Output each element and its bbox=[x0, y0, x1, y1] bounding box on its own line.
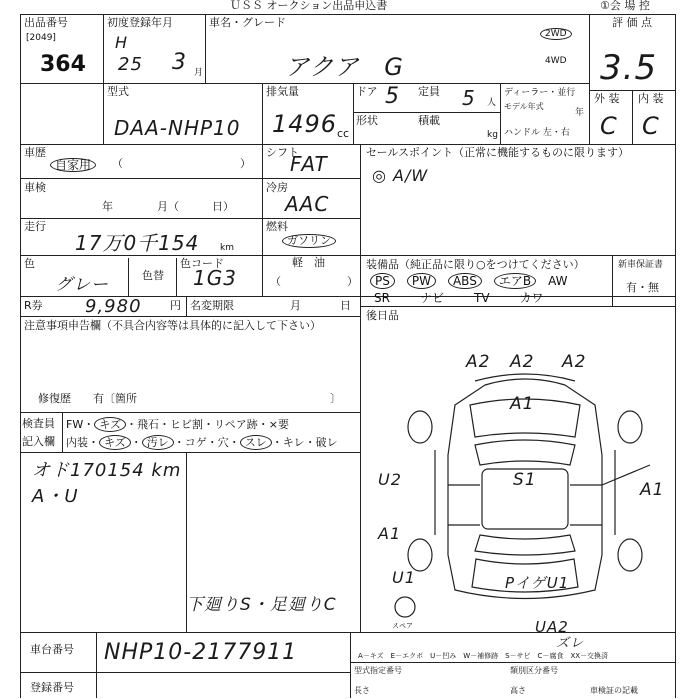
person-unit: 人 bbox=[487, 98, 497, 108]
sales-point-value: ◎ A/W bbox=[372, 166, 429, 185]
mark-rear-bumper-2: ズレ bbox=[556, 636, 585, 651]
row2-item: コゲ bbox=[184, 436, 207, 449]
inspector-label: 検査員 bbox=[22, 417, 55, 430]
mark-top-3: A2 bbox=[562, 352, 587, 372]
reg-month: 3 bbox=[172, 50, 187, 75]
equip-ps: PS bbox=[370, 273, 395, 289]
col-line-360 bbox=[360, 144, 361, 632]
footer-5: 車検証の記載 bbox=[590, 686, 638, 695]
col-line-103 bbox=[103, 14, 104, 144]
mileage-label: 走行 bbox=[24, 220, 46, 233]
doors-label: ドア bbox=[356, 85, 378, 98]
row1-item: ヒビ割 bbox=[170, 418, 203, 431]
color-divider2 bbox=[176, 258, 177, 296]
mark-rear-cabin: PイゲU1 bbox=[505, 574, 570, 592]
warranty-label: 新車保証書 bbox=[618, 260, 664, 270]
interior-label: 内 装 bbox=[638, 92, 664, 105]
equipment-row2 bbox=[374, 289, 544, 306]
row2-item: 穴 bbox=[217, 436, 229, 449]
equipment-row1 bbox=[370, 272, 567, 289]
color-code-label: 色コード bbox=[180, 257, 224, 270]
col-line-500 bbox=[500, 83, 501, 145]
row-line-178 bbox=[20, 178, 360, 179]
wheel-fr bbox=[618, 411, 642, 443]
mark-left-rear: U1 bbox=[392, 568, 416, 587]
row1-item: ×要 bbox=[268, 418, 289, 431]
border-right bbox=[675, 14, 676, 698]
equip-tv: TV bbox=[473, 291, 490, 305]
equip-pw: PW bbox=[407, 273, 436, 289]
front-bumper bbox=[475, 374, 575, 381]
shift-label: シフト bbox=[266, 146, 299, 159]
venue-label: ①会 場 控 bbox=[600, 0, 650, 12]
spare-wheel bbox=[395, 597, 415, 617]
row2-item: 内装 bbox=[66, 436, 88, 449]
mark-hood: A1 bbox=[510, 394, 535, 414]
equip-aw: AW bbox=[548, 274, 568, 288]
reg-year: 25 bbox=[118, 54, 143, 75]
row1-item: リペア跡 bbox=[214, 418, 258, 431]
model-code: DAA-NHP10 bbox=[114, 116, 241, 140]
row-line-672 bbox=[20, 672, 350, 673]
usage-paren-left: （ bbox=[112, 157, 123, 170]
lot-no-label: 出品番号 bbox=[24, 16, 68, 29]
kg-unit: kg bbox=[487, 130, 498, 140]
chassis-value: NHP10-2177911 bbox=[104, 640, 298, 665]
mileage-value: 17万0千154 bbox=[75, 231, 200, 255]
row2-item: 汚レ bbox=[142, 435, 174, 450]
exterior-grade: C bbox=[600, 112, 618, 140]
rear-glass bbox=[475, 535, 575, 555]
row-line-306 bbox=[360, 306, 676, 307]
col-line-589 bbox=[589, 14, 590, 145]
aircon-label: 冷房 bbox=[266, 181, 288, 194]
warranty-value: 有・無 bbox=[626, 281, 659, 294]
lot-code: [2049] bbox=[26, 33, 56, 43]
usage-paren-right: ） bbox=[240, 157, 251, 170]
equip-navi: ナビ bbox=[419, 291, 444, 305]
color-change-label: 色替 bbox=[142, 269, 164, 282]
row1-item: 飛石 bbox=[137, 418, 159, 431]
km-unit: km bbox=[220, 243, 234, 253]
capacity-value: 5 bbox=[462, 86, 476, 110]
doors-value: 5 bbox=[385, 84, 400, 109]
row-line-83 bbox=[20, 83, 590, 84]
history-label: 車歴 bbox=[24, 146, 46, 159]
row-line-452 bbox=[20, 452, 360, 453]
name-grade-label: 車名・グレード bbox=[209, 16, 286, 29]
mark-top-2: A2 bbox=[510, 352, 535, 372]
row-line-112 bbox=[353, 112, 500, 113]
lot-number: 364 bbox=[40, 52, 86, 77]
spare-label: スペア bbox=[392, 622, 413, 630]
border-top bbox=[20, 14, 676, 15]
col-line-96 bbox=[96, 632, 97, 698]
row1-item: FW bbox=[66, 418, 84, 431]
notes-line2: A・U bbox=[32, 486, 79, 507]
color-divider bbox=[128, 258, 129, 296]
row2-item: キレ bbox=[282, 436, 305, 449]
mark-top-1: A2 bbox=[466, 352, 491, 372]
footer-2: 類別区分番号 bbox=[510, 666, 558, 675]
notes-line1: オド170154 km bbox=[32, 460, 182, 481]
month-unit: 月 bbox=[194, 68, 204, 78]
mark-roof: S1 bbox=[513, 470, 537, 490]
row-line-412 bbox=[20, 412, 360, 413]
wheel-rr bbox=[618, 539, 642, 571]
col-line-62 bbox=[62, 412, 63, 452]
exterior-label: 外 装 bbox=[594, 92, 620, 105]
notice-label: 注意事項申告欄（不具合内容等は具体的に記入して下さい） bbox=[24, 319, 321, 332]
handle-label: ハンドル 左・右 bbox=[504, 128, 570, 138]
fuel-label: 燃料 bbox=[266, 220, 288, 233]
shape-label: 形状 bbox=[356, 114, 378, 127]
interior-grade: C bbox=[642, 112, 660, 140]
row-line-255b bbox=[360, 255, 676, 256]
equip-sr: SR bbox=[374, 291, 390, 305]
inspector-row-interior: 内装・ キズ ・ 汚レ ・コゲ・穴・ スレ ・キレ・破レ bbox=[66, 436, 338, 449]
fuel-paren: （ ） bbox=[270, 275, 358, 288]
usage-value: 自家用 bbox=[50, 158, 96, 172]
footer-1: 型式指定番号 bbox=[354, 666, 402, 675]
footer-3: 長さ bbox=[354, 686, 370, 695]
dealer-label: ディーラー・並行 bbox=[504, 88, 576, 98]
mark-left-front: U2 bbox=[378, 470, 402, 489]
shift-value: FAT bbox=[290, 152, 328, 176]
shaken-label: 車検 bbox=[24, 181, 46, 194]
equip-airbag: エアB bbox=[494, 273, 536, 289]
wheel-fl bbox=[408, 411, 432, 443]
border-left bbox=[20, 14, 21, 698]
year-suffix: 年 bbox=[575, 108, 585, 118]
cc-unit: cc bbox=[337, 127, 350, 140]
row2-item: 破レ bbox=[315, 436, 338, 449]
row-line-218 bbox=[20, 218, 360, 219]
col-line-262 bbox=[262, 83, 263, 145]
reg-era: H bbox=[115, 33, 129, 52]
sales-points-label: セールスポイント（正常に機能するものに限ります） bbox=[366, 146, 630, 159]
top-title: ＵＳＳ オークション出品申込書 bbox=[230, 0, 388, 12]
aircon-value: AAC bbox=[285, 192, 330, 216]
col-line-612 bbox=[612, 255, 613, 306]
name-change-label: 名変期限 bbox=[190, 299, 234, 312]
equipment-label: 装備品（純正品に限り○をつけてください） bbox=[366, 258, 585, 271]
after-date-label: 後日品 bbox=[366, 309, 399, 322]
footer-4: 高さ bbox=[510, 686, 526, 695]
fill-label: 記入欄 bbox=[22, 435, 55, 448]
equip-abs: ABS bbox=[448, 273, 482, 289]
shaken-date: 年 月（ 日） bbox=[102, 200, 234, 213]
car-name: アクア G bbox=[285, 53, 404, 81]
windshield bbox=[475, 440, 575, 465]
row2-item: キズ bbox=[99, 435, 131, 450]
recycle-fee: 9,980 bbox=[85, 296, 142, 317]
2wd-option: 2WD bbox=[540, 28, 572, 40]
color-label: 色 bbox=[24, 257, 35, 270]
recycle-label: R券 bbox=[24, 299, 43, 312]
inspector-row-exterior: FW・ キズ ・飛石・ヒビ割・リペア跡・×要 bbox=[66, 418, 289, 431]
score-label: 評 価 点 bbox=[612, 16, 652, 29]
chassis-label: 車台番号 bbox=[30, 643, 74, 656]
col-line-350 bbox=[350, 632, 351, 698]
grade-split bbox=[632, 90, 633, 145]
fuel-value: ガソリン bbox=[282, 234, 336, 248]
row-line-316 bbox=[20, 316, 360, 317]
4wd-option: 4WD bbox=[545, 56, 567, 66]
col-line-205 bbox=[205, 14, 206, 84]
model-year-label: モデル年式 bbox=[504, 102, 544, 111]
capacity-label: 定員 bbox=[418, 85, 440, 98]
row2-item: スレ bbox=[240, 435, 272, 450]
diesel-option: 軽 油 bbox=[292, 256, 325, 269]
equip-leather: カワ bbox=[519, 291, 544, 305]
day-label: 日 bbox=[340, 299, 351, 312]
footer-line bbox=[350, 662, 676, 663]
displacement-label: 排気量 bbox=[266, 85, 299, 98]
mark-rear-bumper-1: UA2 bbox=[535, 618, 569, 636]
color-value: グレー bbox=[55, 275, 109, 295]
col-line-262b bbox=[262, 144, 263, 296]
col-line-186 bbox=[186, 296, 187, 316]
month-label: 月 bbox=[290, 299, 301, 312]
color-code-value: 1G3 bbox=[193, 266, 237, 290]
notes-line3: 下廻りS・足廻りC bbox=[186, 595, 337, 615]
model-label: 型式 bbox=[107, 85, 129, 98]
repair-close: 〕 bbox=[330, 392, 341, 405]
mark-left-mid: A1 bbox=[378, 524, 402, 543]
yen-unit: 円 bbox=[170, 299, 181, 312]
col-line-353 bbox=[353, 83, 354, 145]
mark-right: A1 bbox=[640, 480, 665, 500]
displacement-value: 1496 bbox=[272, 110, 338, 138]
legend-text: A－キズ E－エクボ U－凹み W－補修跡 S－サビ C－腐食 XX－交換済 bbox=[358, 652, 609, 660]
row-line-144 bbox=[20, 144, 676, 145]
first-reg-label: 初度登録年月 bbox=[107, 16, 173, 29]
load-label: 積載 bbox=[418, 114, 440, 127]
row1-item: キズ bbox=[94, 417, 126, 432]
score-value: 3.5 bbox=[600, 48, 658, 88]
reg-no-label: 登録番号 bbox=[30, 681, 74, 694]
wheel-rl bbox=[408, 539, 432, 571]
repair-history-label: 修復歴 有〔箇所 bbox=[38, 392, 137, 405]
